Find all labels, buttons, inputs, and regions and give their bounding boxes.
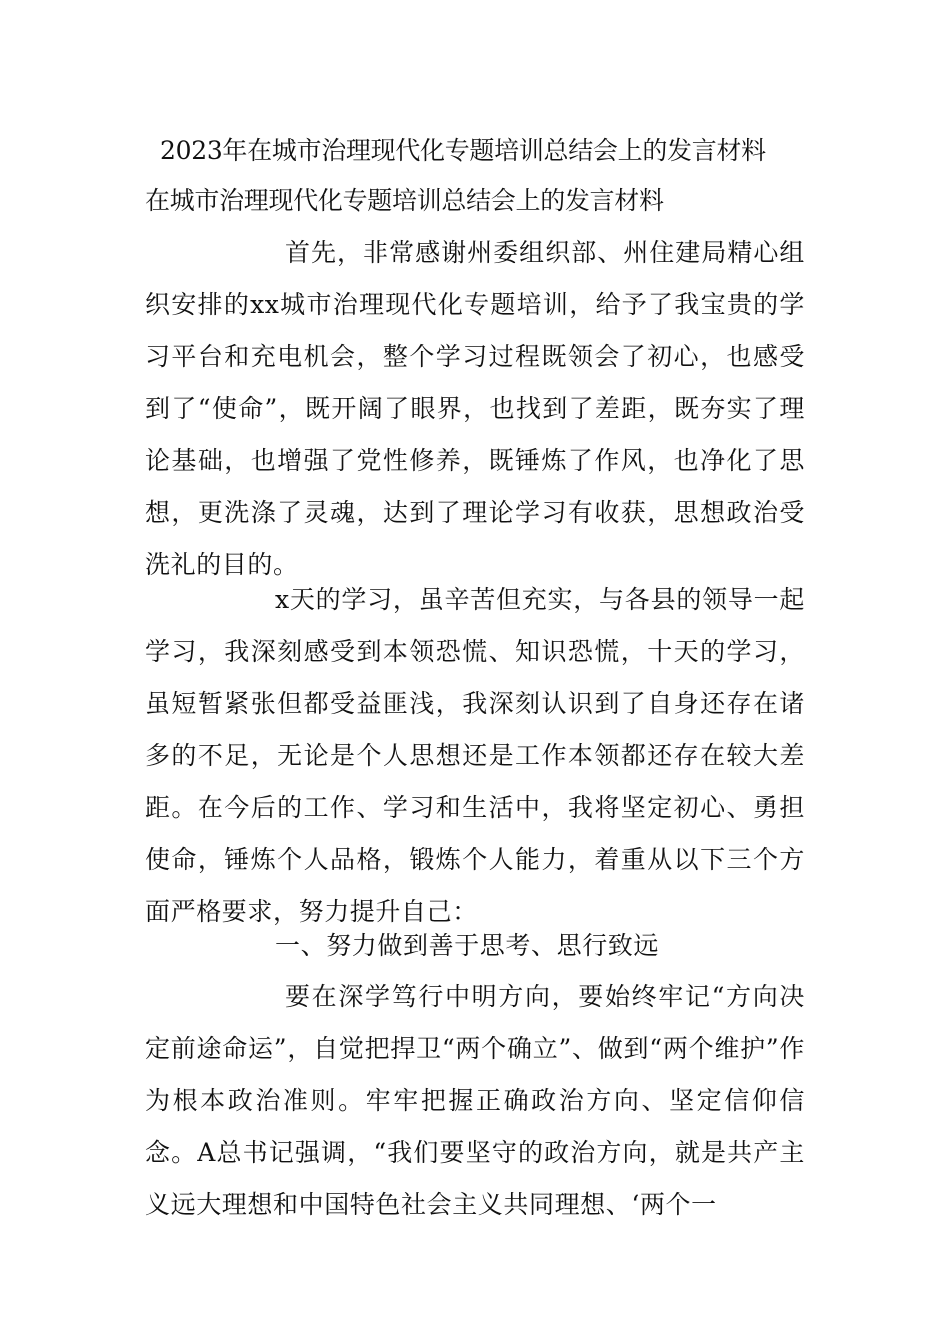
document-title: 2023年在城市治理现代化专题培训总结会上的发言材料 [160,136,766,165]
section-heading-1: 一、努力做到善于思考、思行致远 [275,931,660,960]
paragraph-intro: 首先，非常感谢州委组织部、州住建局精心组织安排的xx城市治理现代化专题培训，给予了我宝贵的学习平台和充电机会，整个学习过程既领会了初心，也感受到了“使命”，既开阔了眼界，也找到了差距，既夯实了理论基础，也增强了党性修养，既锤炼了作风，也净化了思想，更洗涤了灵魂，达到了理论学习有收获，思想政治受洗礼的目的。 [145,238,805,579]
paragraph-study-reflection: x天的学习，虽辛苦但充实，与各县的领导一起学习，我深刻感受到本领恐慌、知识恐慌，十天的学习，虽短暂紧张但都受益匪浅，我深刻认识到了自身还存在诸多的不足，无论是个人思想还是工作本领都还存在较大差距。在今后的工作、学习和生活中，我将坚定初心、勇担使命，锤炼个人品格，锻炼个人能力，着重从以下三个方面严格要求，努力提升自己： [145,585,805,926]
section-1-paragraph: 要在深学笃行中明方向，要始终牢记“方向决定前途命运”，自觉把捍卫“两个确立”、做到“两个维护”作为根本政治准则。牢牢把握正确政治方向、坚定信仰信念。A总书记强调，“我们要坚守的政治方向，就是共产主义远大理想和中国特色社会主义共同理想、‘两个一 [145,982,805,1219]
document-subtitle: 在城市治理现代化专题培训总结会上的发言材料 [145,186,664,215]
